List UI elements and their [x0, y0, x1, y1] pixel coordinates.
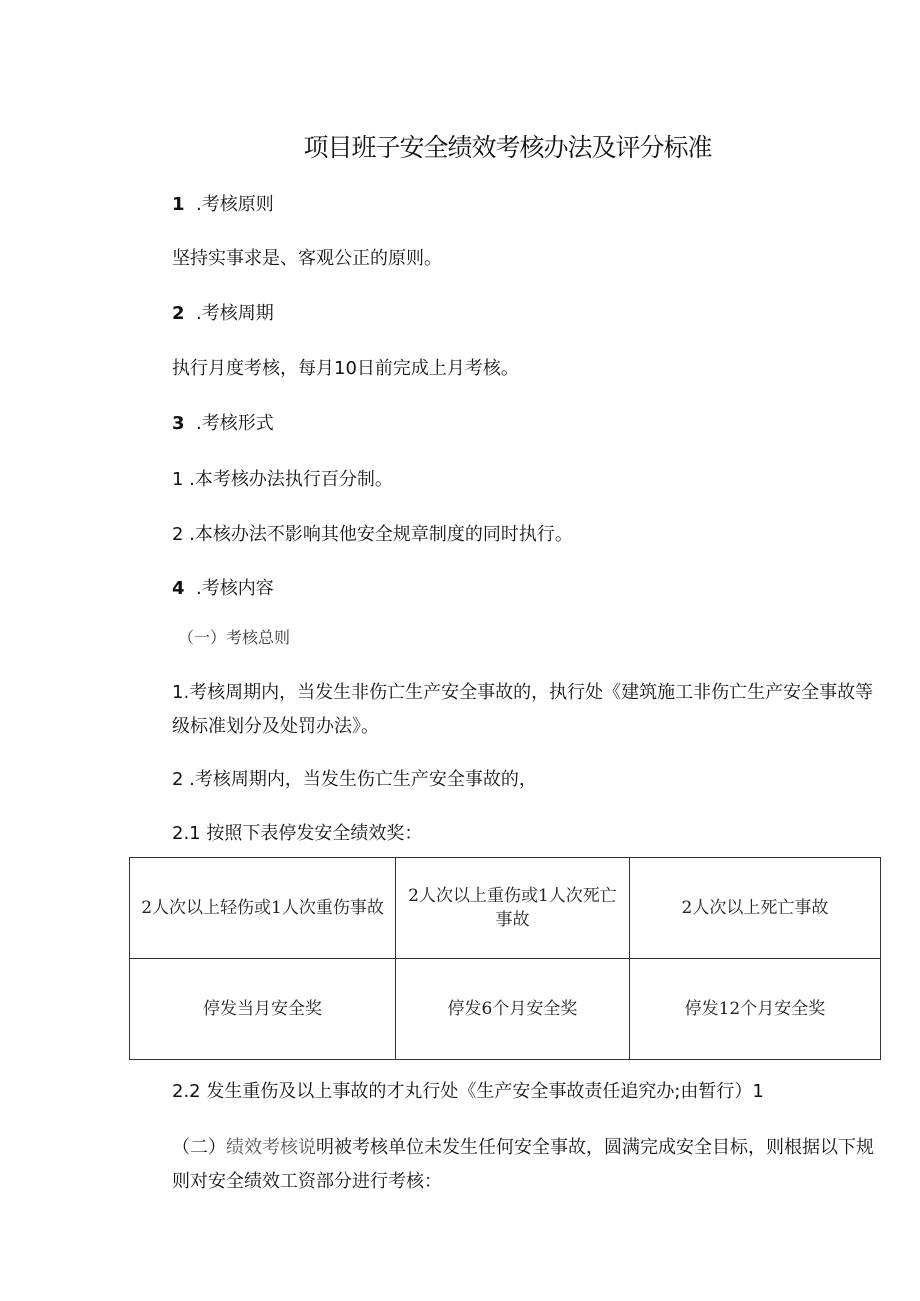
- section-2-text: 执行月度考核，每月10日前完成上月考核。: [172, 358, 519, 379]
- section-1-number: 1: [172, 194, 185, 215]
- rule-2-1-text: 2.1 按照下表停发安全绩效奖：: [172, 823, 423, 844]
- subsection-1-heading: （一）考核总则: [178, 628, 291, 647]
- section-1-heading: [172, 194, 274, 216]
- section-1-label: .考核原则: [196, 194, 274, 215]
- table-header-cell: 2人次以上轻伤或1人次重伤事故: [130, 858, 396, 959]
- table-cell: 停发12个月安全奖: [629, 959, 880, 1060]
- section-4-label: .考核内容: [196, 578, 274, 599]
- subsection-2-paragraph: [172, 1131, 887, 1199]
- section-2-heading: [172, 303, 274, 325]
- table-row: [130, 959, 881, 1060]
- section-3-heading: [172, 413, 274, 435]
- table-header-row: [130, 858, 881, 959]
- section-4-number: 4: [172, 578, 185, 599]
- rule-2-2-text: 2.2 发生重伤及以上事故的才丸行处《生产安全事故责任追究办;由暂行）1: [172, 1081, 764, 1102]
- page-title: 项目班子安全绩效考核办法及评分标准: [303, 133, 712, 162]
- suspension-table: [129, 857, 881, 1060]
- table-cell: 停发6个月安全奖: [396, 959, 630, 1060]
- subsection-2-heading: 绩效考核说: [226, 1137, 316, 1158]
- section-1-text: 坚持实事求是、客观公正的原则。: [172, 248, 442, 269]
- section-2-number: 2: [172, 303, 185, 324]
- subsection-2-text: 明被考核单位未发生任何安全事故，圆满完成安全目标，则根据以下规则对安全绩效工资部分进行考核：: [172, 1137, 874, 1192]
- section-4-heading: [172, 578, 274, 600]
- table-header-cell: 2人次以上重伤或1人次死亡事故: [396, 858, 630, 959]
- section-3-item-1: 1 .本考核办法执行百分制。: [172, 469, 393, 490]
- section-3-label: .考核形式: [196, 413, 274, 434]
- rule-1-text: 1.考核周期内，当发生非伤亡生产安全事故的，执行处《建筑施工非伤亡生产安全事故等级标准划分及处罚办法》。: [172, 682, 874, 737]
- rule-2-text: 2 .考核周期内，当发生伤亡生产安全事故的，: [172, 769, 537, 790]
- table-cell: 停发当月安全奖: [130, 959, 396, 1060]
- section-2-label: .考核周期: [196, 303, 274, 324]
- subsection-2-prefix: （二）: [172, 1137, 226, 1158]
- table-header-cell: 2人次以上死亡事故: [629, 858, 880, 959]
- section-3-number: 3: [172, 413, 185, 434]
- section-3-item-2: 2 .本核办法不影响其他安全规章制度的同时执行。: [172, 524, 573, 545]
